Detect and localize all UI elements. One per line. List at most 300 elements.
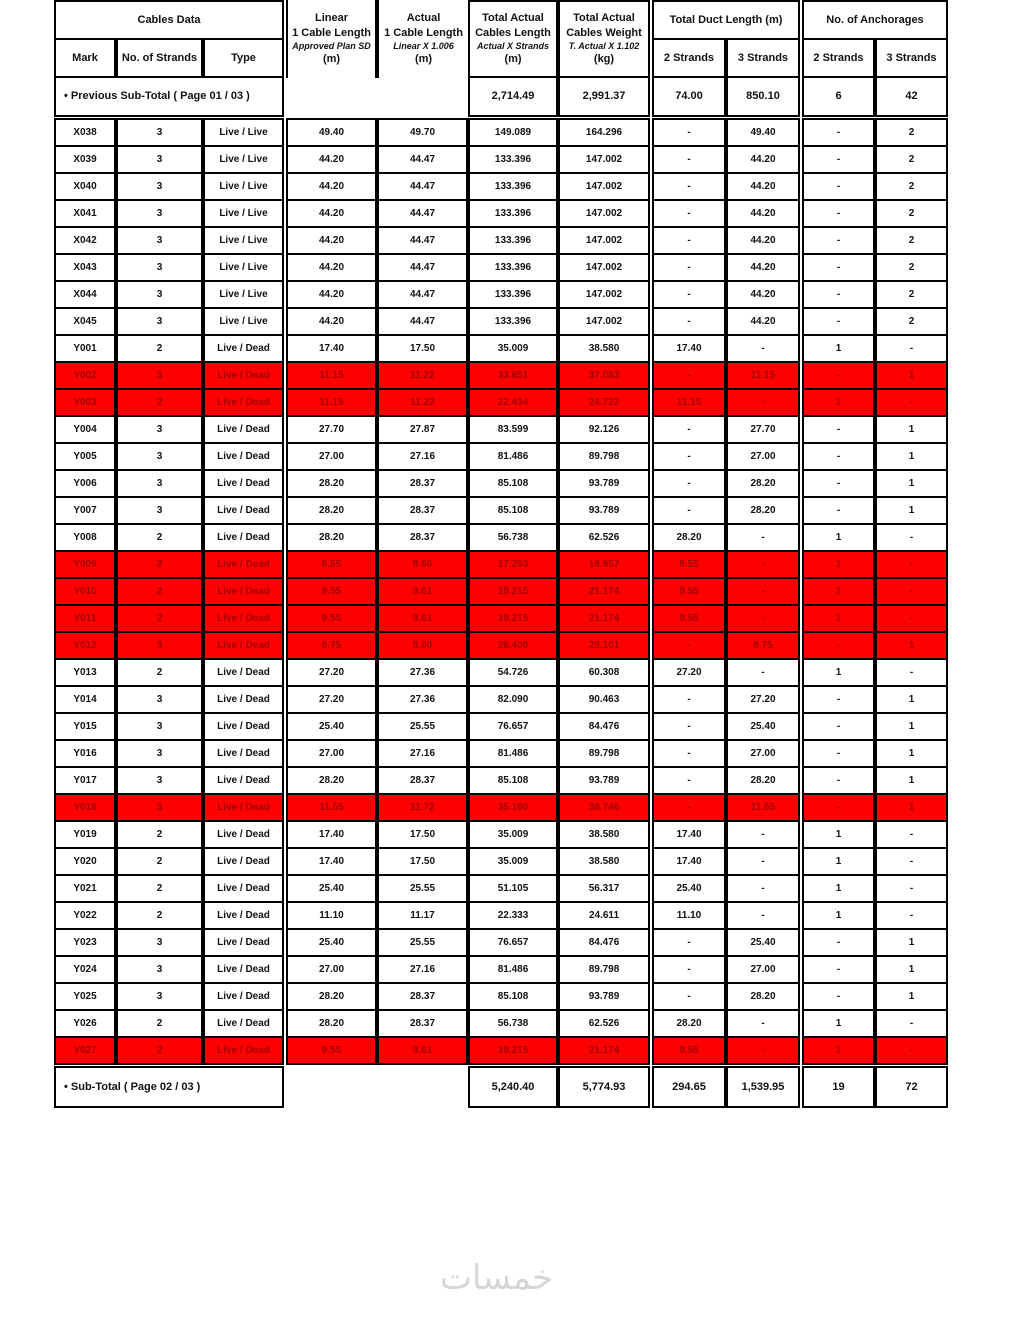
- table-cell-total-weight: [558, 901, 650, 930]
- table-cell-strands: [116, 523, 203, 552]
- table-cell-linear-length: [286, 739, 377, 768]
- table-cell-total-length: [468, 847, 558, 876]
- table-cell-actual-length: [377, 442, 468, 471]
- table-cell-strands: [116, 685, 203, 714]
- table-cell-total-length-text: 35.009: [497, 342, 529, 354]
- table-cell-type: [203, 577, 284, 606]
- table-cell-actual-length: [377, 118, 468, 147]
- table-cell-actual-length-text: 11.17: [410, 909, 435, 921]
- table-cell-anchorages-3-strands: [875, 793, 948, 822]
- table-cell-linear-length-text: 27.00: [318, 450, 345, 462]
- table-cell-total-weight: [558, 145, 650, 174]
- table-cell-strands: [116, 280, 203, 309]
- table-cell-strands-text: 3: [156, 423, 163, 435]
- table-cell-strands: [116, 847, 203, 876]
- table-cell-duct-3-strands-text: 8.75: [753, 639, 773, 651]
- table-cell-duct-3-strands: [726, 955, 800, 984]
- header-anch-3-text: 3 Strands: [886, 51, 937, 64]
- table-cell-mark-text: Y004: [73, 423, 97, 435]
- table-cell-total-length-text: 76.657: [497, 936, 529, 948]
- table-cell-duct-2-strands-text: -: [687, 963, 691, 975]
- table-cell-type-text: Live / Live: [219, 261, 268, 273]
- table-cell-anchorages-2-strands: [802, 631, 875, 660]
- header-total-weight-line: (kg): [593, 53, 615, 66]
- table-cell-type-text: Live / Dead: [217, 585, 270, 597]
- table-cell-duct-2-strands: [652, 253, 726, 282]
- table-cell-anchorages-2-strands-text: -: [836, 801, 841, 813]
- table-cell-mark-text: Y009: [73, 558, 97, 570]
- table-cell-mark: [54, 1009, 116, 1038]
- table-cell-strands-text: 2: [156, 585, 163, 597]
- table-cell-anchorages-3-strands-text: 1: [908, 477, 915, 489]
- table-cell-total-length: [468, 874, 558, 903]
- table-cell-duct-3-strands-text: -: [761, 828, 765, 840]
- table-cell-strands-text: 3: [156, 180, 163, 192]
- table-cell-strands: [116, 307, 203, 336]
- table-cell-actual-length: [377, 928, 468, 957]
- table-cell-strands-text: 3: [156, 207, 163, 219]
- table-cell-duct-3-strands: [726, 280, 800, 309]
- table-cell-type: [203, 685, 284, 714]
- table-cell-total-length-text: 56.738: [497, 1017, 529, 1029]
- table-cell-mark-text: Y023: [73, 936, 97, 948]
- table-cell-anchorages-2-strands-text: -: [836, 180, 841, 192]
- table-cell-duct-2-strands-text: -: [687, 747, 691, 759]
- table-cell-linear-length-text: 27.00: [318, 963, 345, 975]
- table-cell-strands-text: 2: [156, 828, 163, 840]
- table-cell-duct-3-strands-text: -: [761, 1017, 765, 1029]
- table-cell-type-text: Live / Dead: [217, 1044, 270, 1056]
- table-cell-anchorages-3-strands-text: 1: [908, 963, 915, 975]
- header-cables-data: [54, 0, 284, 40]
- table-cell-strands: [116, 604, 203, 633]
- table-cell-anchorages-3-strands: [875, 361, 948, 390]
- table-cell-mark: [54, 442, 116, 471]
- table-cell-total-weight-text: 62.526: [588, 531, 620, 543]
- table-cell-anchorages-2-strands-text: -: [836, 261, 841, 273]
- table-cell-duct-2-strands: [652, 415, 726, 444]
- table-cell-anchorages-3-strands-text: -: [909, 612, 914, 624]
- table-cell-duct-3-strands: [726, 982, 800, 1011]
- header-total-length: [468, 0, 558, 78]
- table-cell-total-weight: [558, 577, 650, 606]
- table-cell-mark-text: Y014: [73, 693, 97, 705]
- table-cell-anchorages-2-strands: [802, 820, 875, 849]
- table-cell-mark-text: Y027: [73, 1044, 97, 1056]
- table-cell-total-length-text: 22.333: [497, 909, 529, 921]
- table-cell-anchorages-3-strands-text: 1: [908, 369, 915, 381]
- table-cell-duct-3-strands: [726, 172, 800, 201]
- table-cell-total-weight: [558, 253, 650, 282]
- table-cell-actual-length: [377, 793, 468, 822]
- table-cell-linear-length-text: 44.20: [318, 207, 345, 219]
- table-cell-duct-2-strands: [652, 172, 726, 201]
- table-cell-total-weight: [558, 1009, 650, 1038]
- table-cell-strands-text: 2: [156, 855, 163, 867]
- table-cell-type-text: Live / Dead: [217, 423, 270, 435]
- table-cell-linear-length: [286, 712, 377, 741]
- header-linear-line: Linear: [314, 11, 348, 24]
- table-cell-duct-2-strands: [652, 982, 726, 1011]
- table-cell-total-length: [468, 982, 558, 1011]
- table-cell-total-length: [468, 685, 558, 714]
- table-cell-mark: [54, 928, 116, 957]
- header-total-length-line: (m): [504, 53, 522, 66]
- table-cell-mark: [54, 415, 116, 444]
- table-cell-linear-length-text: 9.55: [321, 1044, 342, 1056]
- table-cell-mark: [54, 307, 116, 336]
- header-duct-2-text: 2 Strands: [663, 51, 715, 64]
- table-cell-strands-text: 2: [156, 666, 163, 678]
- table-cell-total-weight-text: 147.002: [585, 234, 623, 246]
- table-cell-total-length: [468, 172, 558, 201]
- table-cell-duct-2-strands: [652, 685, 726, 714]
- table-cell-duct-3-strands: [726, 415, 800, 444]
- table-cell-anchorages-2-strands-text: 1: [835, 1017, 842, 1029]
- table-cell-strands: [116, 766, 203, 795]
- table-cell-duct-3-strands-text: 28.20: [750, 477, 776, 489]
- table-cell-anchorages-2-strands: [802, 1009, 875, 1038]
- table-cell-actual-length-text: 11.72: [410, 801, 435, 813]
- table-cell-anchorages-2-strands: [802, 199, 875, 228]
- table-cell-total-length-text: 54.726: [497, 666, 529, 678]
- table-cell-actual-length: [377, 766, 468, 795]
- table-cell-type: [203, 334, 284, 363]
- table-cell-duct-3-strands: [726, 631, 800, 660]
- table-cell-total-length: [468, 1036, 558, 1065]
- table-cell-total-length-text: 22.434: [497, 396, 529, 408]
- table-cell-mark-text: Y012: [73, 639, 97, 651]
- table-cell-duct-3-strands: [726, 793, 800, 822]
- table-cell-duct-2-strands-text: -: [687, 180, 691, 192]
- table-cell-duct-2-strands-text: -: [687, 477, 691, 489]
- table-cell-total-weight-text: 56.317: [588, 882, 620, 894]
- table-cell-mark: [54, 280, 116, 309]
- table-cell-total-weight: [558, 874, 650, 903]
- table-cell-anchorages-3-strands: [875, 577, 948, 606]
- table-cell-duct-2-strands: [652, 847, 726, 876]
- table-cell-total-length: [468, 766, 558, 795]
- table-cell-anchorages-3-strands: [875, 280, 948, 309]
- subtotal-label: [54, 1066, 284, 1108]
- table-cell-total-length: [468, 550, 558, 579]
- table-cell-duct-3-strands: [726, 307, 800, 336]
- table-cell-total-length-text: 149.089: [494, 126, 532, 138]
- table-cell-mark-text: Y011: [73, 612, 97, 624]
- table-cell-strands: [116, 550, 203, 579]
- table-cell-type: [203, 658, 284, 687]
- table-cell-actual-length-text: 11.22: [410, 396, 435, 408]
- table-cell-duct-2-strands-text: 11.10: [676, 909, 702, 921]
- table-cell-total-length-text: 85.108: [497, 990, 529, 1002]
- table-cell-actual-length-text: 28.37: [409, 1017, 436, 1029]
- header-type-text: Type: [231, 51, 256, 64]
- table-cell-total-length-text: 133.396: [494, 180, 532, 192]
- table-cell-type-text: Live / Dead: [217, 909, 270, 921]
- previous-subtotal-duct-2-strands: [652, 76, 726, 117]
- table-cell-mark: [54, 550, 116, 579]
- table-cell-linear-length: [286, 226, 377, 255]
- table-cell-duct-3-strands-text: -: [761, 531, 765, 543]
- table-cell-type: [203, 280, 284, 309]
- table-cell-mark-text: X044: [73, 288, 97, 300]
- table-cell-anchorages-3-strands-text: 1: [908, 504, 915, 516]
- table-cell-anchorages-3-strands: [875, 712, 948, 741]
- table-cell-mark-text: Y019: [73, 828, 97, 840]
- table-cell-strands: [116, 874, 203, 903]
- table-cell-linear-length: [286, 685, 377, 714]
- table-cell-type-text: Live / Dead: [217, 450, 270, 462]
- table-cell-linear-length: [286, 442, 377, 471]
- table-cell-type: [203, 172, 284, 201]
- table-cell-linear-length: [286, 496, 377, 525]
- table-cell-total-weight-text: 147.002: [585, 315, 623, 327]
- table-cell-anchorages-3-strands: [875, 145, 948, 174]
- table-cell-total-weight: [558, 685, 650, 714]
- table-cell-duct-3-strands: [726, 874, 800, 903]
- table-cell-linear-length-text: 44.20: [318, 234, 345, 246]
- table-cell-anchorages-2-strands-text: -: [836, 234, 841, 246]
- table-cell-strands-text: 2: [156, 1044, 163, 1056]
- table-cell-duct-2-strands-text: 27.20: [676, 666, 702, 678]
- table-cell-duct-3-strands: [726, 523, 800, 552]
- header-total-weight: [558, 0, 650, 78]
- table-cell-anchorages-2-strands: [802, 739, 875, 768]
- table-cell-mark-text: X043: [73, 261, 97, 273]
- table-cell-duct-3-strands: [726, 1009, 800, 1038]
- table-cell-actual-length-text: 28.37: [409, 477, 436, 489]
- table-cell-strands: [116, 334, 203, 363]
- header-linear-line: 1 Cable Length: [292, 26, 371, 39]
- table-cell-anchorages-2-strands-text: -: [836, 693, 841, 705]
- table-cell-mark: [54, 523, 116, 552]
- header-strands: [116, 38, 203, 78]
- table-cell-linear-length-text: 44.20: [318, 315, 345, 327]
- table-cell-anchorages-2-strands: [802, 172, 875, 201]
- table-cell-actual-length: [377, 523, 468, 552]
- table-cell-duct-3-strands-text: 27.20: [750, 693, 776, 705]
- table-cell-total-length: [468, 928, 558, 957]
- table-cell-type: [203, 928, 284, 957]
- table-cell-duct-2-strands-text: -: [687, 639, 691, 651]
- table-cell-total-weight: [558, 226, 650, 255]
- table-cell-linear-length-text: 28.20: [318, 990, 345, 1002]
- table-cell-linear-length: [286, 820, 377, 849]
- table-cell-linear-length: [286, 604, 377, 633]
- previous-subtotal-total-weight-text: 2,991.37: [582, 90, 626, 103]
- table-cell-total-length-text: 133.396: [494, 288, 532, 300]
- table-cell-mark-text: Y015: [73, 720, 97, 732]
- table-cell-anchorages-3-strands: [875, 847, 948, 876]
- header-actual: [377, 0, 468, 78]
- table-cell-total-length: [468, 658, 558, 687]
- table-cell-actual-length: [377, 955, 468, 984]
- table-cell-strands: [116, 469, 203, 498]
- table-cell-total-length-text: 35.009: [497, 855, 529, 867]
- table-cell-mark-text: Y005: [73, 450, 97, 462]
- table-cell-duct-2-strands: [652, 361, 726, 390]
- table-cell-duct-3-strands-text: 44.20: [750, 180, 776, 192]
- table-cell-type: [203, 955, 284, 984]
- table-cell-actual-length-text: 44.47: [409, 207, 436, 219]
- table-cell-total-weight-text: 29.101: [588, 639, 620, 651]
- table-cell-duct-2-strands: [652, 496, 726, 525]
- table-cell-strands-text: 3: [156, 693, 163, 705]
- table-cell-anchorages-3-strands: [875, 334, 948, 363]
- table-cell-strands: [116, 388, 203, 417]
- table-cell-total-length-text: 35.009: [497, 828, 529, 840]
- header-total-length-line: Total Actual: [482, 11, 544, 24]
- table-cell-total-weight-text: 62.526: [588, 1017, 620, 1029]
- table-cell-total-length: [468, 388, 558, 417]
- table-cell-anchorages-3-strands-text: 2: [908, 234, 915, 246]
- table-cell-total-weight-text: 89.798: [588, 450, 620, 462]
- subtotal-duct-3-strands-text: 1,539.95: [741, 1080, 785, 1093]
- table-cell-duct-2-strands: [652, 928, 726, 957]
- table-cell-actual-length: [377, 145, 468, 174]
- table-cell-anchorages-3-strands: [875, 415, 948, 444]
- table-cell-actual-length-text: 44.47: [409, 180, 436, 192]
- table-cell-anchorages-2-strands: [802, 712, 875, 741]
- table-cell-duct-2-strands-text: -: [687, 369, 691, 381]
- table-cell-duct-2-strands: [652, 631, 726, 660]
- table-cell-anchorages-3-strands: [875, 469, 948, 498]
- subtotal-duct-2-strands: [652, 1066, 726, 1108]
- table-cell-duct-3-strands: [726, 253, 800, 282]
- table-cell-duct-2-strands-text: -: [687, 261, 691, 273]
- table-cell-total-length-text: 56.738: [497, 531, 529, 543]
- table-cell-linear-length-text: 17.40: [318, 828, 345, 840]
- header-total-weight-line: Total Actual: [573, 11, 635, 24]
- table-cell-actual-length-text: 27.16: [409, 963, 436, 975]
- table-cell-type-text: Live / Dead: [217, 342, 270, 354]
- table-cell-linear-length-text: 11.15: [319, 396, 344, 408]
- table-cell-duct-3-strands-text: 44.20: [750, 288, 776, 300]
- table-cell-duct-3-strands: [726, 604, 800, 633]
- table-cell-type-text: Live / Dead: [217, 882, 270, 894]
- header-anch-3: [875, 38, 948, 78]
- table-cell-total-weight: [558, 469, 650, 498]
- table-cell-anchorages-2-strands: [802, 280, 875, 309]
- table-cell-duct-2-strands: [652, 469, 726, 498]
- table-cell-strands-text: 2: [156, 1017, 163, 1029]
- table-cell-duct-3-strands-text: -: [761, 855, 765, 867]
- table-cell-type: [203, 145, 284, 174]
- table-cell-duct-2-strands: [652, 739, 726, 768]
- table-cell-linear-length: [286, 901, 377, 930]
- table-cell-actual-length-text: 28.37: [409, 774, 436, 786]
- table-cell-duct-2-strands-text: 9.55: [679, 612, 699, 624]
- table-cell-total-weight: [558, 280, 650, 309]
- previous-subtotal-anchorages-3-strands-text: 42: [905, 90, 918, 103]
- table-cell-actual-length: [377, 1009, 468, 1038]
- table-cell-anchorages-2-strands: [802, 523, 875, 552]
- table-cell-total-weight-text: 38.580: [588, 855, 620, 867]
- table-cell-mark-text: X038: [73, 126, 97, 138]
- table-cell-duct-3-strands-text: 27.00: [750, 963, 776, 975]
- table-cell-anchorages-2-strands-text: -: [836, 477, 841, 489]
- table-cell-anchorages-3-strands: [875, 253, 948, 282]
- table-cell-total-weight-text: 84.476: [588, 720, 620, 732]
- table-cell-actual-length-text: 27.36: [409, 666, 436, 678]
- table-cell-linear-length-text: 49.40: [318, 126, 345, 138]
- previous-subtotal-anchorages-2-strands-text: 6: [835, 90, 842, 103]
- table-cell-anchorages-2-strands-text: -: [836, 423, 841, 435]
- table-cell-duct-3-strands-text: 44.20: [750, 315, 776, 327]
- table-cell-actual-length-text: 28.37: [409, 504, 436, 516]
- header-linear-line: Approved Plan SD: [292, 41, 371, 52]
- table-cell-strands-text: 2: [156, 558, 163, 570]
- table-cell-anchorages-3-strands: [875, 982, 948, 1011]
- table-cell-total-length: [468, 469, 558, 498]
- table-cell-total-weight-text: 92.126: [588, 423, 620, 435]
- table-cell-mark: [54, 631, 116, 660]
- table-cell-actual-length: [377, 550, 468, 579]
- table-cell-strands: [116, 415, 203, 444]
- header-actual-line: (m): [414, 53, 433, 66]
- table-cell-actual-length: [377, 307, 468, 336]
- table-cell-strands: [116, 118, 203, 147]
- table-cell-total-weight-text: 93.789: [588, 774, 620, 786]
- table-cell-mark: [54, 982, 116, 1011]
- table-cell-duct-2-strands-text: -: [687, 153, 691, 165]
- table-cell-duct-3-strands: [726, 577, 800, 606]
- table-cell-strands: [116, 793, 203, 822]
- table-cell-total-length: [468, 253, 558, 282]
- table-cell-total-length-text: 133.396: [494, 234, 532, 246]
- table-cell-duct-2-strands-text: -: [687, 936, 691, 948]
- table-cell-mark: [54, 118, 116, 147]
- table-cell-strands-text: 3: [156, 288, 163, 300]
- table-cell-type: [203, 550, 284, 579]
- table-cell-strands: [116, 658, 203, 687]
- table-cell-type: [203, 739, 284, 768]
- table-cell-total-length: [468, 496, 558, 525]
- table-cell-strands: [116, 982, 203, 1011]
- table-cell-linear-length-text: 9.55: [321, 585, 342, 597]
- table-cell-mark: [54, 901, 116, 930]
- table-cell-actual-length-text: 25.55: [409, 720, 436, 732]
- table-cell-actual-length-text: 17.50: [409, 342, 436, 354]
- table-cell-strands: [116, 1009, 203, 1038]
- table-cell-anchorages-3-strands: [875, 685, 948, 714]
- table-cell-total-weight: [558, 496, 650, 525]
- table-cell-duct-2-strands: [652, 118, 726, 147]
- table-cell-anchorages-3-strands-text: -: [909, 396, 914, 408]
- table-cell-mark: [54, 253, 116, 282]
- table-cell-total-length: [468, 442, 558, 471]
- table-cell-duct-2-strands-text: 8.55: [679, 558, 699, 570]
- table-cell-duct-3-strands: [726, 334, 800, 363]
- table-cell-strands: [116, 955, 203, 984]
- table-cell-anchorages-3-strands: [875, 604, 948, 633]
- table-cell-total-weight: [558, 982, 650, 1011]
- table-cell-strands-text: 3: [156, 153, 163, 165]
- table-cell-linear-length: [286, 172, 377, 201]
- table-cell-linear-length: [286, 658, 377, 687]
- table-cell-linear-length: [286, 1009, 377, 1038]
- table-cell-anchorages-2-strands-text: -: [836, 369, 841, 381]
- table-cell-type-text: Live / Dead: [217, 801, 270, 813]
- table-cell-total-weight: [558, 442, 650, 471]
- table-cell-linear-length-text: 27.20: [318, 693, 345, 705]
- table-cell-total-weight: [558, 793, 650, 822]
- table-cell-duct-2-strands: [652, 199, 726, 228]
- table-cell-duct-2-strands-text: 9.55: [679, 1044, 699, 1056]
- header-total-length-line: Cables Length: [475, 26, 551, 39]
- table-cell-linear-length-text: 28.20: [318, 504, 345, 516]
- table-cell-anchorages-3-strands-text: 2: [908, 207, 915, 219]
